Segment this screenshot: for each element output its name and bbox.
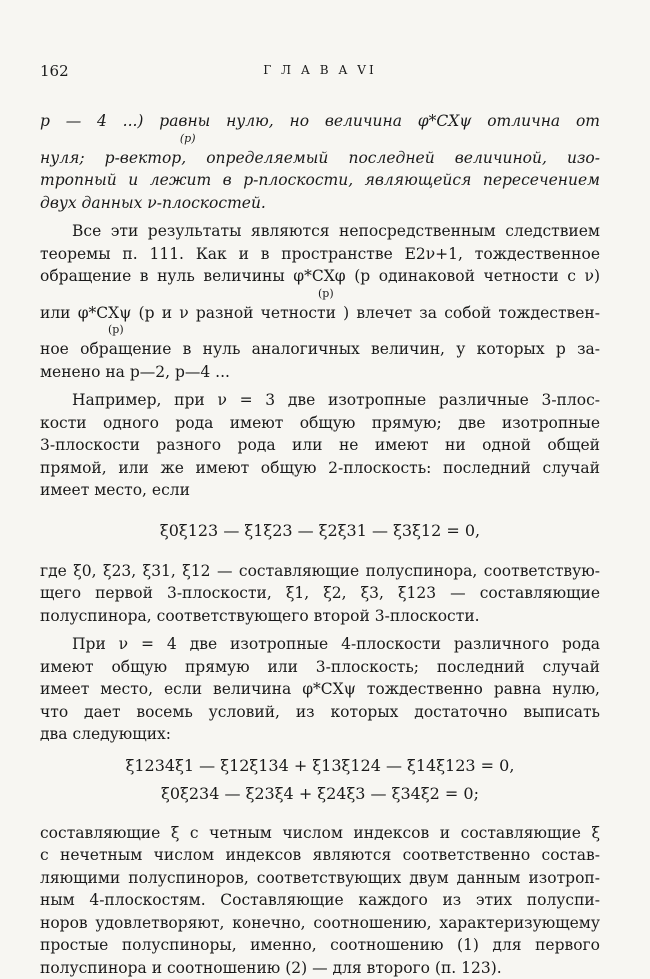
page-body <box>40 110 600 979</box>
text-line: полуспинора и соотношению (2) — для второго (п. 123). <box>40 957 600 979</box>
text-line-subscript: (p) <box>40 133 600 147</box>
paragraph-2 <box>40 220 600 383</box>
text-line: обращение в нуль величины φ*CXφ (p одинаковой четности с ν) <box>40 265 600 288</box>
text-line: ляющими полуспиноров, соответствующих двум данным изотроп- <box>40 867 600 890</box>
text-line: имеет место, если <box>40 479 600 502</box>
text-line: норов удовлетворяют, конечно, соотношению, характеризующему <box>40 912 600 935</box>
text-line: тропный и лежит в p-плоскости, являющейся пересечением <box>40 169 600 192</box>
text-line: прямой, или же имеют общую 2-плоскость: последний случай <box>40 457 600 480</box>
text-line: с нечетным числом индексов являются соответственно состав- <box>40 844 600 867</box>
text-line: составляющие ξ с четным числом индексов и составляющие ξ <box>40 822 600 845</box>
page-header <box>40 62 600 84</box>
paragraph-1 <box>40 110 600 214</box>
text-line: два следующих: <box>40 723 600 746</box>
paragraph-5 <box>40 633 600 746</box>
text-line: простые полуспиноры, именно, соотношению (1) для первого <box>40 934 600 957</box>
text-line: нуля; p-вектор, определяемый последней величиной, изо- <box>40 147 600 170</box>
text-line: ное обращение в нуль аналогичных величин, у которых p за- <box>40 338 600 361</box>
text-line: полуспинора, соответствующего второй 3-плоскости. <box>40 605 600 628</box>
chapter-title: Г Л А В А VI <box>40 63 600 77</box>
paragraph-3 <box>40 389 600 502</box>
paragraph-4 <box>40 560 600 628</box>
text-line: щего первой 3-плоскости, ξ1, ξ2, ξ3, ξ123 — составляющие <box>40 582 600 605</box>
text-line-subscript: (p) <box>40 324 600 338</box>
text-line: что дает восемь условий, из которых достаточно выписать <box>40 701 600 724</box>
text-line: ным 4-плоскостям. Составляющие каждого из этих полуспи- <box>40 889 600 912</box>
text-line: При ν = 4 две изотропные 4-плоскости различного рода <box>40 633 600 656</box>
text-line: имеют общую прямую или 3-плоскость; последний случай <box>40 656 600 679</box>
text-line: p — 4 ...) равны нулю, но величина φ*CXψ отлична от <box>40 110 600 133</box>
equation-1: ξ0ξ123 — ξ1ξ23 — ξ2ξ31 — ξ3ξ12 = 0, <box>40 516 600 546</box>
book-page <box>40 0 600 968</box>
equation-2: ξ1234ξ1 — ξ12ξ134 + ξ13ξ124 — ξ14ξ123 = 0, <box>40 752 600 780</box>
paragraph-6 <box>40 822 600 979</box>
text-line: Например, при ν = 3 две изотропные различные 3-плос- <box>40 389 600 412</box>
text-line: менено на p—2, p—4 ... <box>40 361 600 384</box>
equation-3: ξ0ξ234 — ξ23ξ4 + ξ24ξ3 — ξ34ξ2 = 0; <box>40 780 600 808</box>
page-number: 162 <box>40 62 69 80</box>
text-line: где ξ0, ξ23, ξ31, ξ12 — составляющие полуспинора, соответствую- <box>40 560 600 583</box>
text-line: двух данных ν-плоскостей. <box>40 192 600 215</box>
text-line: или φ*CXψ (p и ν разной четности ) влечет за собой тождествен- <box>40 302 600 325</box>
text-line: Все эти результаты являются непосредственным следствием <box>40 220 600 243</box>
text-line: имеет место, если величина φ*CXψ тождественно равна нулю, <box>40 678 600 701</box>
text-line: 3-плоскости разного рода или не имеют ни одной общей <box>40 434 600 457</box>
text-line: теоремы п. 111. Как и в пространстве E2ν+1, тождественное <box>40 243 600 266</box>
text-line: кости одного рода имеют общую прямую; две изотропные <box>40 412 600 435</box>
text-line-subscript: (p) <box>40 288 600 302</box>
